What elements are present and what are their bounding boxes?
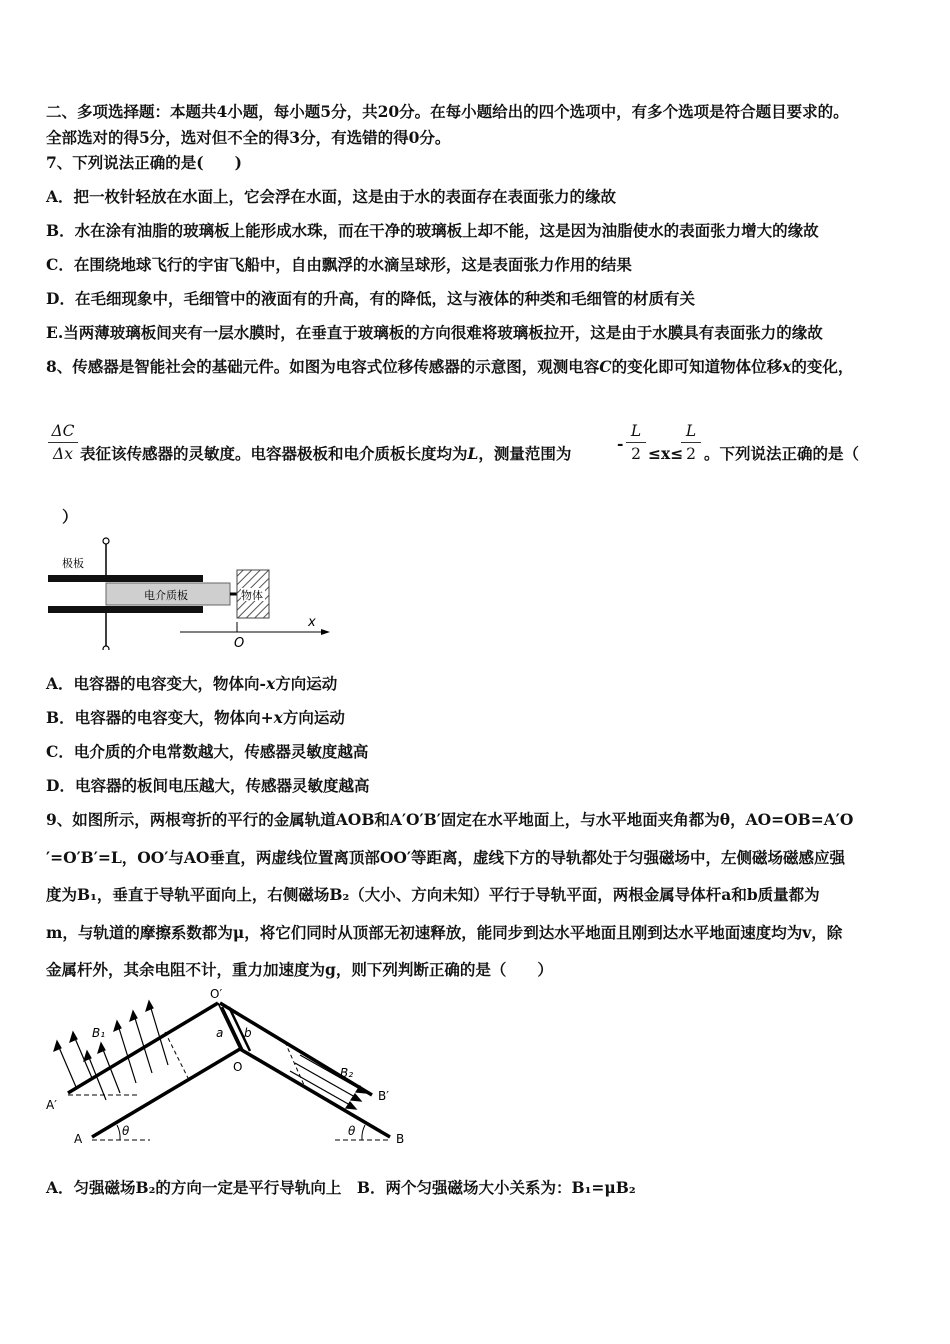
q9-stem-line3: 度为B₁，垂直于导轨平面向上，右侧磁场B₂（大小、方向未知）平行于导轨平面，两根金属导体杆a和b质量都为 bbox=[46, 885, 820, 904]
theta-left-arc bbox=[117, 1125, 120, 1140]
q7-option-e: E.当两薄玻璃板间夹有一层水膜时，在垂直于玻璃板的方向很难将玻璃板拉开，这是由于水膜具有表面张力的缘故 bbox=[46, 323, 823, 342]
q8-option-d: D．电容器的板间电压越大，传感器灵敏度越高 bbox=[46, 776, 370, 795]
q8-option-b: B．电容器的电容变大，物体向+x方向运动 bbox=[46, 708, 345, 727]
bottom-plate bbox=[48, 606, 203, 613]
left-boundary bbox=[165, 1032, 188, 1078]
range-inequality: ≤x≤ bbox=[648, 444, 684, 463]
top-plate bbox=[48, 575, 203, 582]
q7-option-d: D．在毛细现象中，毛细管中的液面有的升高，有的降低，这与液体的种类和毛细管的材质有关 bbox=[46, 289, 695, 308]
label-theta-right: θ bbox=[348, 1124, 356, 1138]
label-O-prime: O′ bbox=[210, 987, 223, 1001]
theta-right-arc bbox=[362, 1125, 365, 1140]
q7-option-b: B．水在涂有油脂的玻璃板上能形成水珠，而在干净的玻璃板上却不能，这是因为油脂使水的表面张力增大的缘故 bbox=[46, 221, 819, 240]
rail-A-prime-O-prime bbox=[68, 1003, 218, 1093]
label-A: A bbox=[74, 1132, 83, 1146]
q8-stem-line2: 表征该传感器的灵敏度。电容器极板和电介质板长度均为L，测量范围为 bbox=[80, 444, 572, 463]
origin-label: O bbox=[234, 636, 245, 650]
label-B1: B₁ bbox=[92, 1026, 106, 1040]
bottom-terminal bbox=[103, 646, 109, 650]
q8-option-c: C．电介质的介电常数越大，传感器灵敏度越高 bbox=[46, 742, 369, 761]
q9-stem-line4: m，与轨道的摩擦系数都为μ，将它们同时从顶部无初速释放，能同步到达水平地面且刚到达水平地面速度均为v，除 bbox=[46, 923, 843, 942]
section-heading-line2: 全部选对的得5分，选对但不全的得3分，有选错的得0分。 bbox=[46, 128, 451, 147]
q9-stem-line5: 金属杆外，其余电阻不计，重力加速度为g，则下列判断正确的是（ ） bbox=[46, 960, 553, 979]
label-B2: B₂ bbox=[340, 1066, 354, 1080]
bent-rails-figure bbox=[40, 985, 420, 1150]
dielectric-label: 电介质板 bbox=[144, 589, 188, 602]
q9-stem-line2: ′=O′B′=L，OO′与AO垂直，两虚线位置离顶部OO′等距离，虚线下方的导轨都处于匀强磁场中，左侧磁场磁感应强 bbox=[46, 848, 845, 867]
capacitor-sensor-figure bbox=[40, 535, 340, 650]
label-A-prime: A′ bbox=[46, 1098, 57, 1112]
q8-stem-line2-end: 。下列说法正确的是（ bbox=[704, 444, 860, 463]
label-B-prime: B′ bbox=[378, 1089, 389, 1103]
q8-option-a: A．电容器的电容变大，物体向-x方向运动 bbox=[46, 674, 338, 693]
q7-option-a: A．把一枚针轻放在水面上，它会浮在水面，这是由于水的表面存在表面张力的缘故 bbox=[46, 187, 617, 206]
label-b: b bbox=[244, 1026, 252, 1040]
object-label: 物体 bbox=[241, 589, 263, 602]
x-axis-label: x bbox=[308, 615, 316, 630]
q8-stem-close: ） bbox=[62, 507, 78, 526]
label-B: B bbox=[396, 1132, 405, 1146]
q8-stem-line1: 8、传感器是智能社会的基础元件。如图为电容式位移传感器的示意图，观测电容C的变化即可知道物体位移x的变化， bbox=[46, 357, 854, 376]
q7-stem: 7、下列说法正确的是( ) bbox=[46, 153, 242, 172]
range-fraction-left: L 2 bbox=[626, 422, 646, 463]
x-axis-arrow bbox=[321, 629, 330, 635]
section-heading-line1: 二、多项选择题：本题共4小题，每小题5分，共20分。在每小题给出的四个选项中，有多个选项是符合题目要求的。 bbox=[46, 102, 849, 121]
rail-A-O bbox=[92, 1049, 243, 1137]
label-theta-left: θ bbox=[122, 1124, 130, 1138]
plate-label: 极板 bbox=[62, 557, 84, 570]
range-minus: - bbox=[617, 434, 624, 453]
q7-option-c: C．在围绕地球飞行的宇宙飞船中，自由飘浮的水滴呈球形，这是表面张力作用的结果 bbox=[46, 255, 632, 274]
q9-options-line: A．匀强磁场B₂的方向一定是平行导轨向上 B．两个匀强磁场大小关系为：B₁=μB₂ bbox=[46, 1178, 636, 1197]
sensitivity-fraction: ΔC Δx bbox=[48, 422, 78, 463]
top-terminal bbox=[103, 538, 109, 544]
range-fraction-right: L 2 bbox=[681, 422, 701, 463]
label-a: a bbox=[216, 1026, 224, 1040]
q9-stem-line1: 9、如图所示，两根弯折的平行的金属轨道AOB和A′O′B′固定在水平地面上，与水平地面夹角都为θ，AO=OB=A′O bbox=[46, 810, 854, 829]
label-O: O bbox=[233, 1060, 243, 1074]
